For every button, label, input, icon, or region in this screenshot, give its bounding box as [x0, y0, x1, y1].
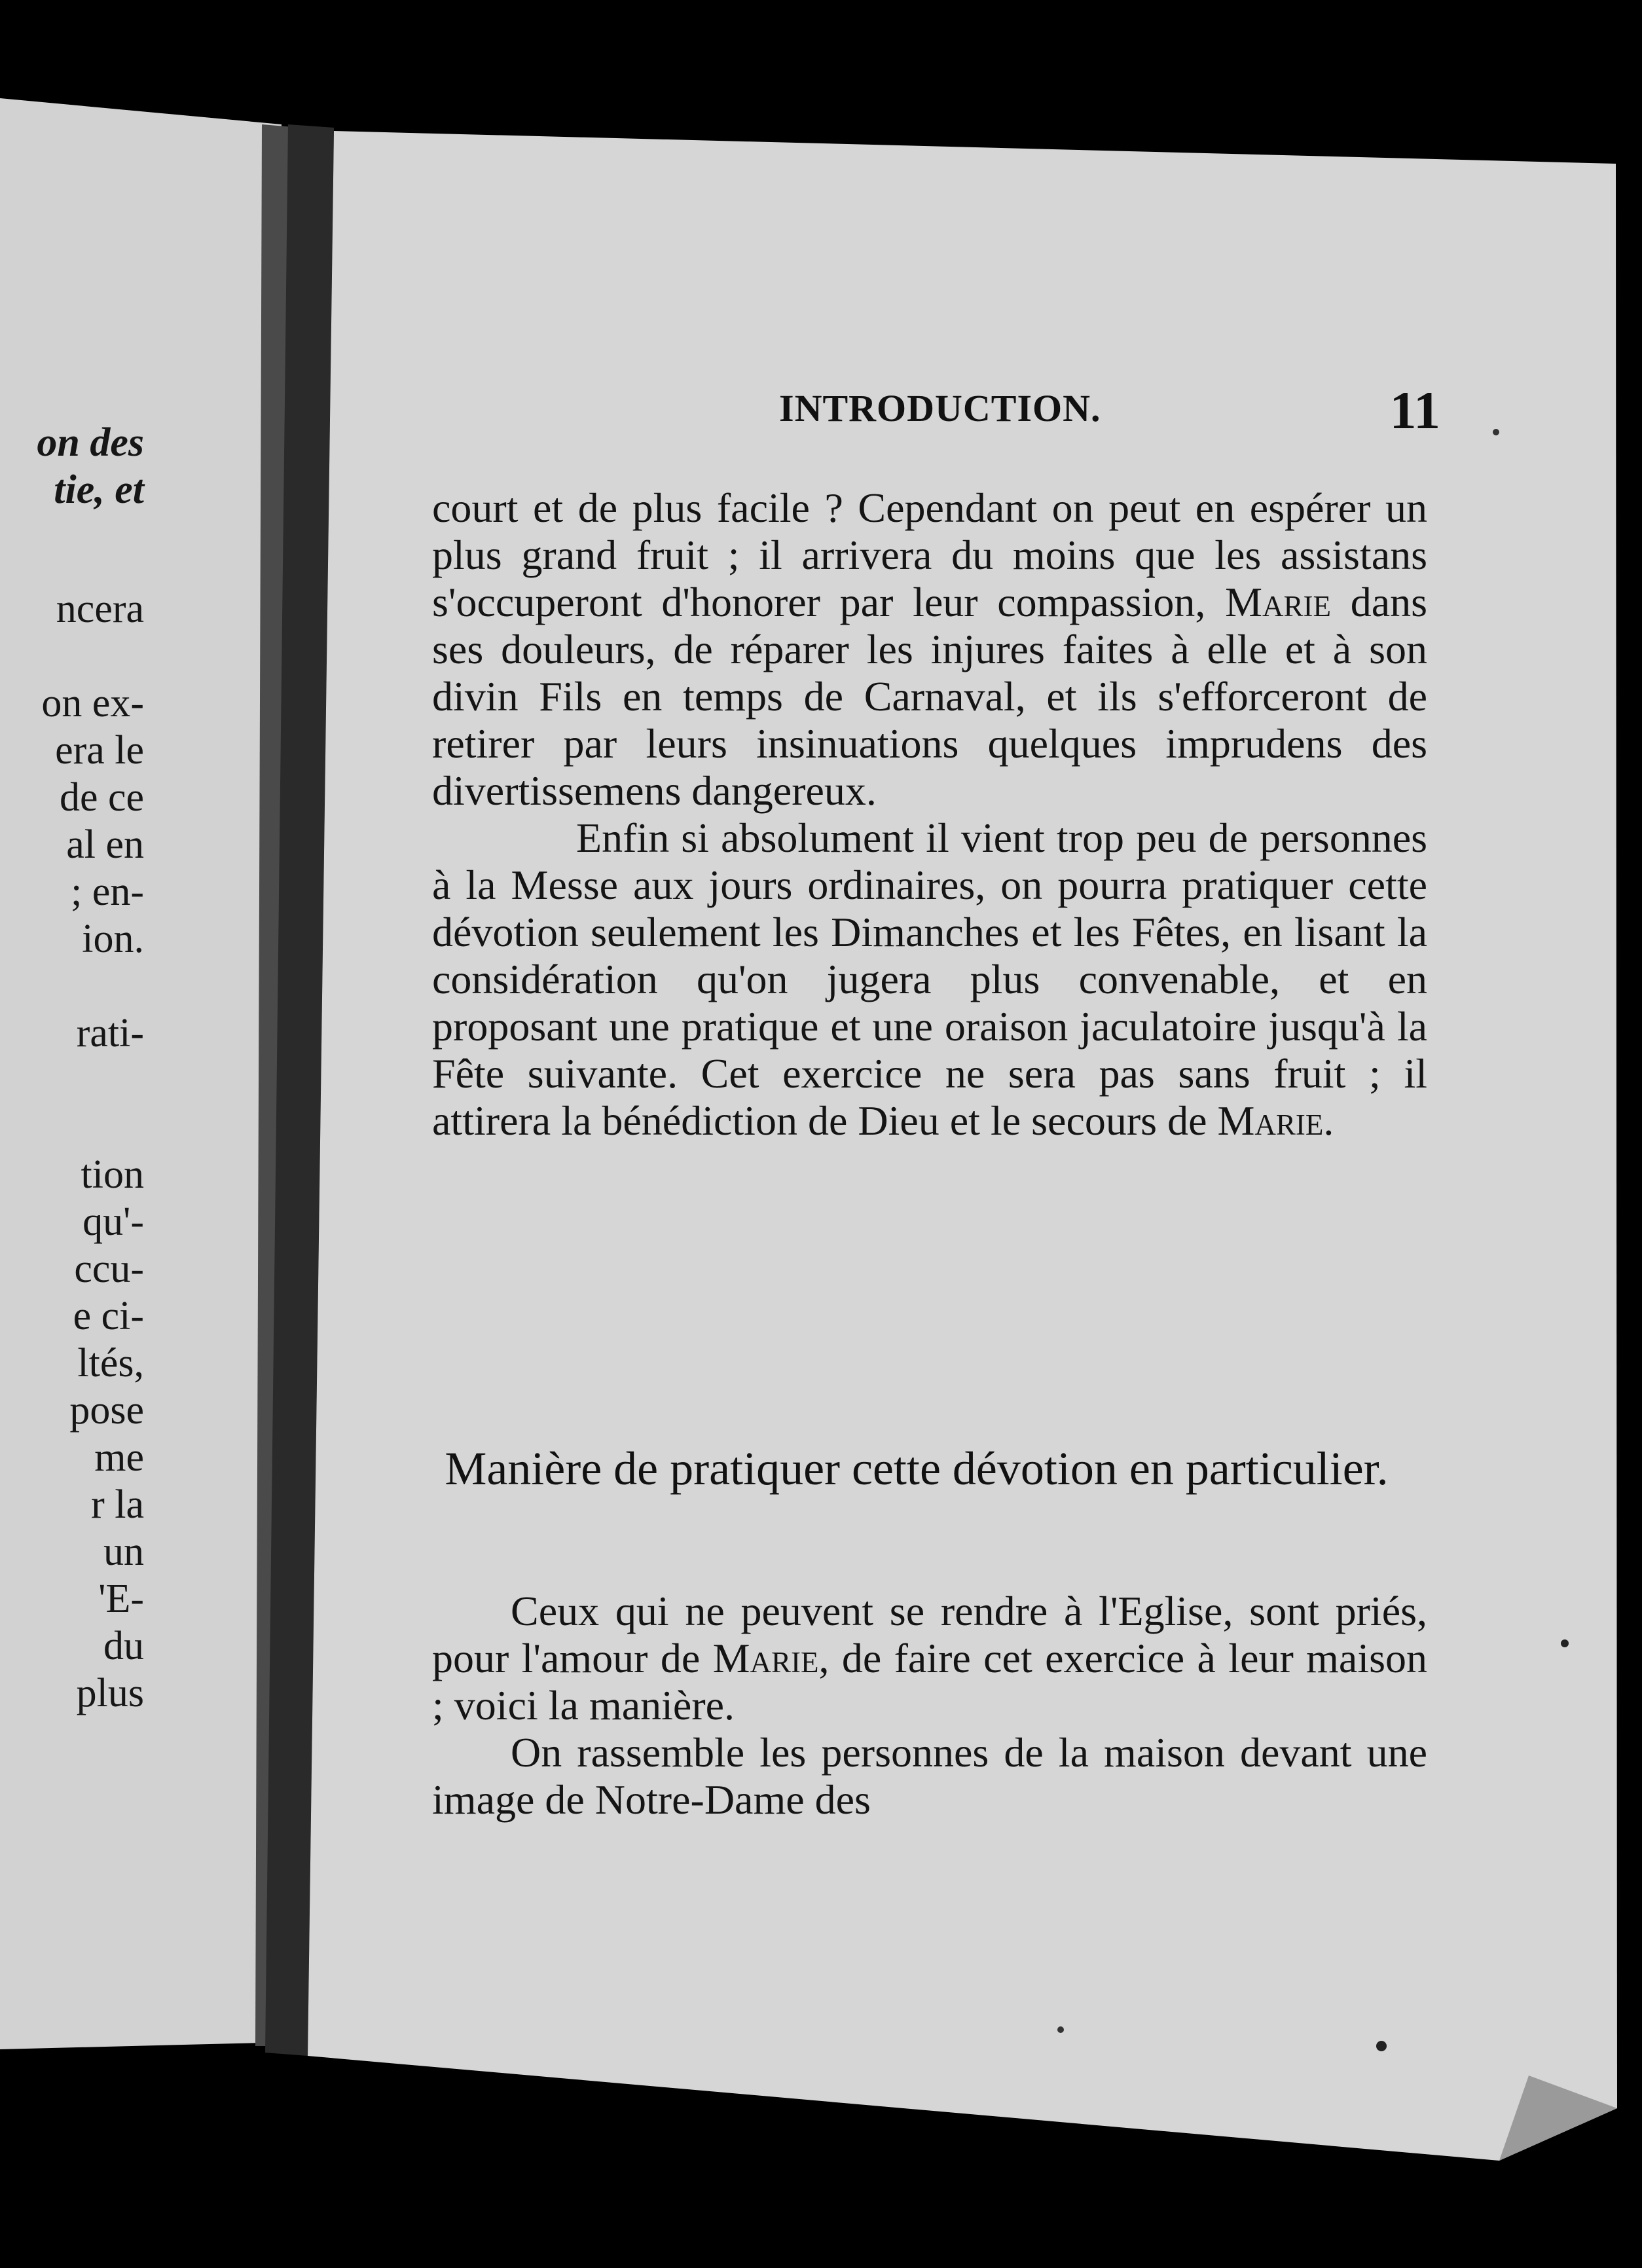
- left-page-line: on ex-: [41, 681, 144, 725]
- left-page-line: on des: [37, 420, 144, 465]
- name-marie: Marie: [1225, 579, 1332, 625]
- running-head: INTRODUCTION.: [779, 387, 1101, 430]
- body-text-top: [432, 485, 1427, 1144]
- left-page-line: du: [103, 1624, 144, 1668]
- paragraph-2: Enfin si absolument il vient trop peu de personnes à la Messe aux jours ordinaires, on pourra pratiquer cette dévotion seulement les Dimanches et les Fêtes, en lisant la considération qu'on jugera plus convenable, et en proposant une pratique et une oraison jaculatoire jusqu'à la Fête suivante. Cet exercice ne sera pas sans fruit ; il attirera la bénédiction de Dieu et le secours de Marie.: [432, 814, 1427, 1144]
- left-page-line: plus: [76, 1671, 144, 1715]
- left-page-line: un: [103, 1529, 144, 1574]
- left-page-line: rati-: [76, 1011, 144, 1055]
- name-marie: Marie: [1217, 1097, 1324, 1144]
- page-header: [773, 380, 1440, 440]
- left-page-line: e ci-: [73, 1294, 144, 1338]
- left-page-line: me: [94, 1435, 144, 1480]
- paragraph-4: On rassemble les personnes de la maison devant une image de Notre-Dame des: [432, 1729, 1427, 1823]
- left-page-line: tie, et: [54, 467, 144, 512]
- left-page-text: [0, 419, 144, 1717]
- left-page-line: qu'-: [82, 1199, 144, 1244]
- left-page-line: r la: [91, 1482, 144, 1527]
- left-page-line: ; en-: [71, 869, 144, 914]
- paragraph-3: Ceux qui ne peuvent se rendre à l'Eglise, sont priés, pour l'amour de Marie, de faire cet exercice à leur maison ; voici la manière.: [432, 1588, 1427, 1728]
- left-page-line: de ce: [59, 775, 144, 820]
- left-page-line: ltés,: [77, 1341, 144, 1385]
- paragraph-1: court et de plus facile ? Cependant on peut en espérer un plus grand fruit ; il arrivera du moins que les assistans s'occuperont d'honorer par leur compassion, Marie dans ses douleurs, de réparer les injures faites à elle et à son divin Fils en temps de Carnaval, et ils s'efforceront de retirer par leurs insinuations quelques imprudens des divertissemens dangereux.: [432, 485, 1428, 814]
- left-page-line: tion: [81, 1152, 144, 1197]
- name-marie: Marie: [712, 1635, 819, 1681]
- section-heading: Manière de pratiquer cette dévotion en particulier.: [445, 1442, 1389, 1495]
- left-page-line: pose: [69, 1388, 144, 1433]
- page-number: 11: [1389, 380, 1440, 440]
- left-page-line: ncera: [56, 587, 144, 631]
- left-page-line: ccu-: [74, 1247, 144, 1291]
- left-page-line: al en: [66, 822, 144, 867]
- left-page-line: era le: [55, 728, 144, 773]
- left-page-line: ion.: [82, 917, 144, 961]
- body-text-bottom: [432, 1588, 1427, 1823]
- left-page-line: 'E-: [98, 1577, 144, 1621]
